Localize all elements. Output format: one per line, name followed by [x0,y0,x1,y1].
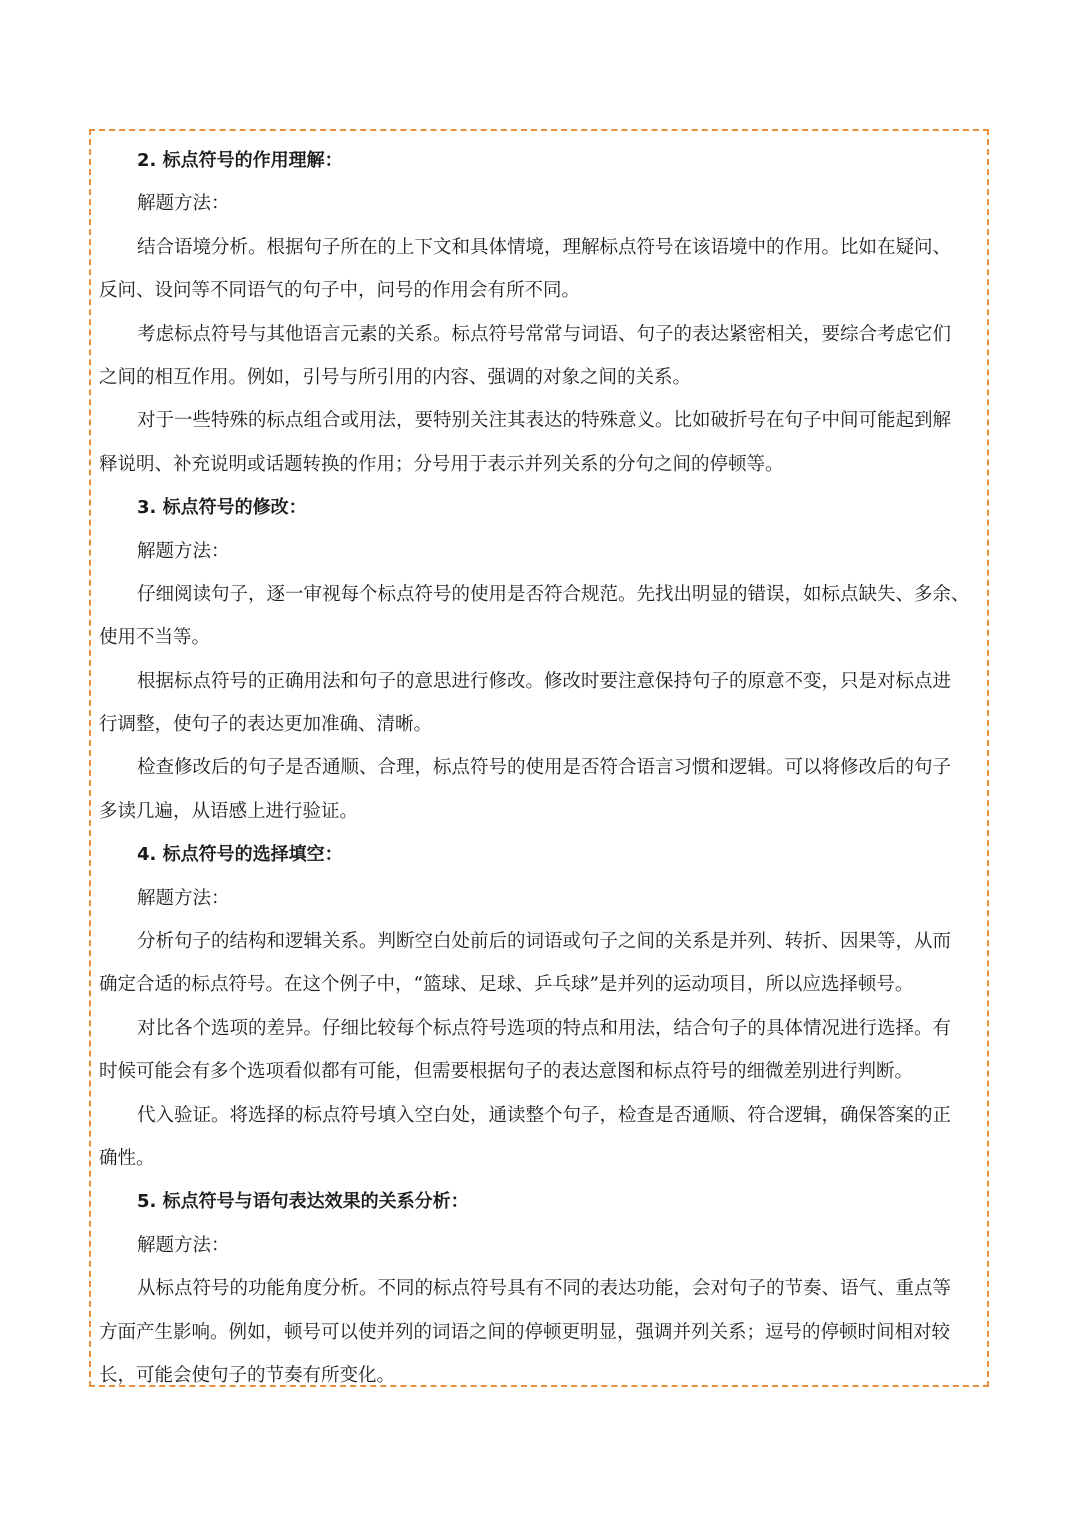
text-line: 检查修改后的句子是否通顺、合理，标点符号的使用是否符合语言习惯和逻辑。可以将修改后的句子 [137,757,952,779]
text-line: 使用不当等。 [99,627,211,649]
text-line: 根据标点符号的正确用法和句子的意思进行修改。修改时要注意保持句子的原意不变，只是对标点进 [137,670,952,692]
section-heading: 3. 标点符号的修改： [137,497,307,519]
text-line: 对比各个选项的差异。仔细比较每个标点符号选项的特点和用法，结合句子的具体情况进行选择。有 [137,1017,952,1039]
text-line: 从标点符号的功能角度分析。不同的标点符号具有不同的表达功能，会对句子的节奏、语气、重点等 [137,1278,952,1300]
text-line: 代入验证。将选择的标点符号填入空白处，通读整个句子，检查是否通顺、符合逻辑，确保答案的正 [137,1104,952,1126]
text-line: 时候可能会有多个选项看似都有可能，但需要根据句子的表达意图和标点符号的细微差别进行判断。 [99,1061,914,1083]
text-line: 解题方法： [137,1234,230,1256]
section-heading: 5. 标点符号与语句表达效果的关系分析： [137,1191,469,1213]
content-box [89,129,989,1387]
text-line: 确定合适的标点符号。在这个例子中，“篮球、足球、乒乓球”是并列的运动项目，所以应选择顿号。 [99,974,914,996]
text-line: 对于一些特殊的标点组合或用法，要特别关注其表达的特殊意义。比如破折号在句子中间可能起到解 [137,410,952,432]
text-line: 之间的相互作用。例如，引号与所引用的内容、强调的对象之间的关系。 [99,366,692,388]
text-line: 解题方法： [137,540,230,562]
text-line: 释说明、补充说明或话题转换的作用；分号用于表示并列关系的分句之间的停顿等。 [99,453,784,475]
text-line: 结合语境分析。根据句子所在的上下文和具体情境，理解标点符号在该语境中的作用。比如在疑问、 [137,236,952,258]
text-line: 考虑标点符号与其他语言元素的关系。标点符号常常与词语、句子的表达紧密相关，要综合考虑它们 [137,323,952,345]
text-line: 长，可能会使句子的节奏有所变化。 [99,1364,396,1386]
text-line: 仔细阅读句子，逐一审视每个标点符号的使用是否符合规范。先找出明显的错误，如标点缺失、多余、 [137,583,970,605]
text-line: 解题方法： [137,887,230,909]
text-line: 确性。 [99,1147,155,1169]
text-line: 分析句子的结构和逻辑关系。判断空白处前后的词语或句子之间的关系是并列、转折、因果等，从而 [137,931,952,953]
text-line: 行调整，使句子的表达更加准确、清晰。 [99,714,433,736]
text-line: 方面产生影响。例如，顿号可以使并列的词语之间的停顿更明显，强调并列关系；逗号的停顿时间相对较 [99,1321,951,1343]
text-body [99,139,979,1397]
text-line: 解题方法： [137,193,230,215]
section-heading: 2. 标点符号的作用理解： [137,150,343,171]
text-line: 多读几遍，从语感上进行验证。 [99,800,359,822]
text-line: 反问、设问等不同语气的句子中，问号的作用会有所不同。 [99,280,581,302]
section-heading: 4. 标点符号的选择填空： [137,844,343,866]
